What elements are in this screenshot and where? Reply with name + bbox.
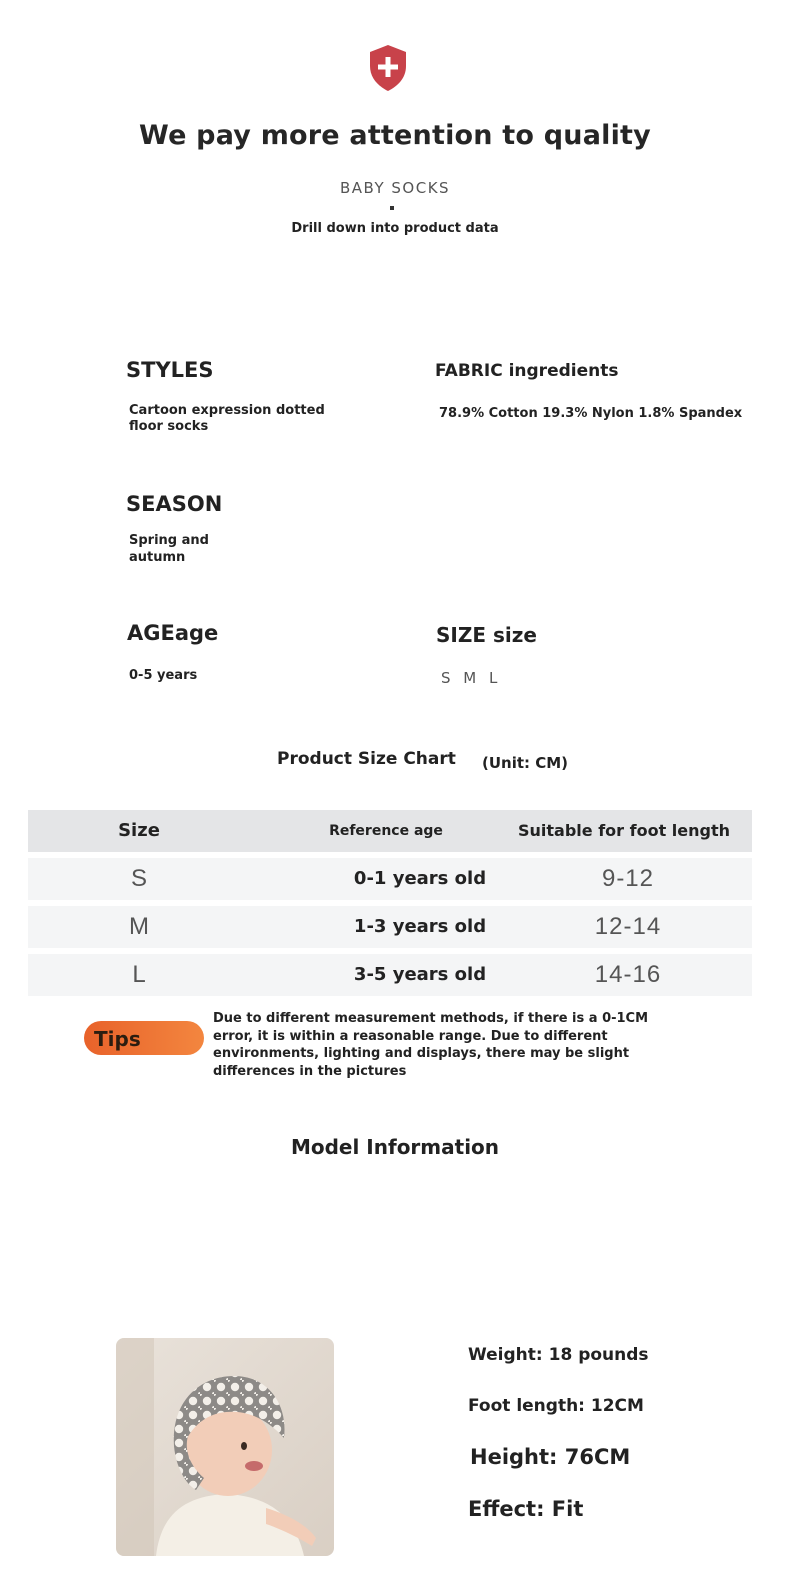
header-size: Size xyxy=(118,820,160,841)
fabric-label: FABRIC ingredients xyxy=(435,361,619,381)
shield-plus-icon xyxy=(368,44,408,92)
header-foot-length: Suitable for foot length xyxy=(518,821,730,840)
season-value-line2: autumn xyxy=(129,550,186,565)
model-effect: Effect: Fit xyxy=(468,1497,584,1521)
table-row xyxy=(28,858,752,900)
age-value: 0-5 years xyxy=(129,668,198,683)
size-chart-title: Product Size Chart xyxy=(277,749,456,769)
page-subtitle: BABY SOCKS xyxy=(339,179,451,197)
table-row xyxy=(28,906,752,948)
season-label: SEASON xyxy=(126,492,223,516)
row-age: 0-1 years old xyxy=(353,868,487,889)
divider-dot xyxy=(390,206,394,210)
size-chart-unit: (Unit: CM) xyxy=(482,754,569,772)
page-title: We pay more attention to quality xyxy=(139,120,651,151)
model-photo xyxy=(116,1338,334,1556)
header-reference-age: Reference age xyxy=(329,823,443,839)
size-table xyxy=(28,810,752,996)
model-foot-length: Foot length: 12CM xyxy=(468,1396,644,1416)
styles-label: STYLES xyxy=(126,358,214,382)
fabric-value: 78.9% Cotton 19.3% Nylon 1.8% Spandex xyxy=(439,406,743,421)
tips-badge-label: Tips xyxy=(94,1027,141,1051)
row-age: 1-3 years old xyxy=(353,916,487,937)
row-foot-length: 12-14 xyxy=(594,913,662,940)
table-row xyxy=(28,954,752,996)
styles-value: Cartoon expression dotted floor socks xyxy=(129,403,325,434)
page-tagline: Drill down into product data xyxy=(291,221,499,236)
row-foot-length: 14-16 xyxy=(594,961,662,988)
row-size: L xyxy=(132,961,146,988)
model-height: Height: 76CM xyxy=(470,1445,631,1469)
season-value-line1: Spring and xyxy=(129,533,209,548)
tips-description: Due to different measurement methods, if there is a 0-1CM error, it is within a reasonable range. Due to different environments, lighting and displays, there may be slight differences in the pictures xyxy=(213,1011,649,1079)
model-weight: Weight: 18 pounds xyxy=(468,1345,649,1365)
row-size: M xyxy=(129,913,149,940)
table-header-row xyxy=(28,810,752,852)
size-label: SIZE size xyxy=(436,623,537,647)
age-label: AGEage xyxy=(127,621,219,645)
model-info-title: Model Information xyxy=(290,1135,500,1159)
row-size: S xyxy=(130,865,147,892)
row-foot-length: 9-12 xyxy=(601,865,655,892)
size-value: S M L xyxy=(441,669,502,687)
row-age: 3-5 years old xyxy=(353,964,487,985)
